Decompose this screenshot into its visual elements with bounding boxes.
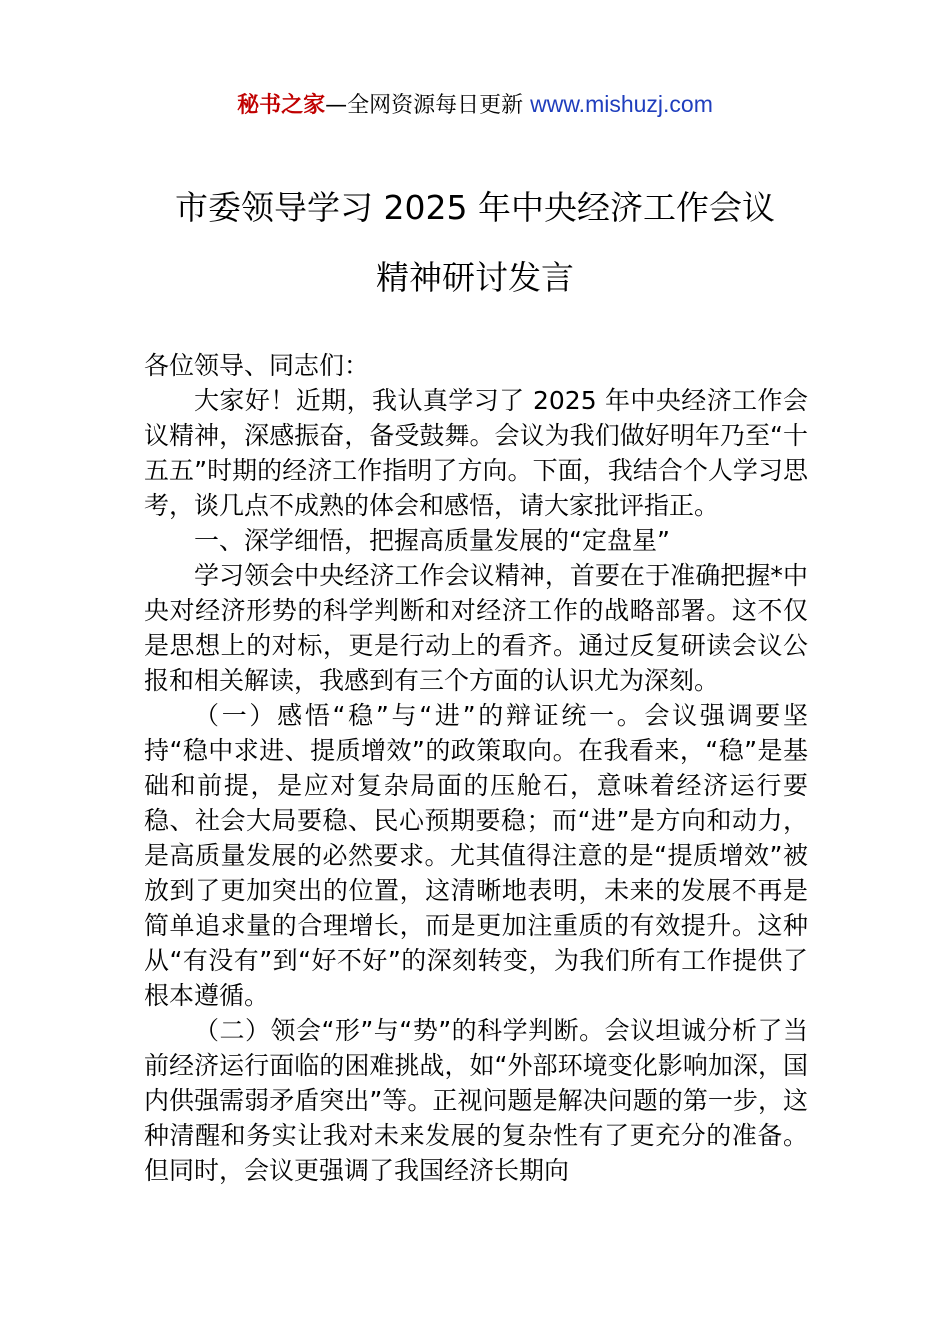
site-slogan: —全网资源每日更新 bbox=[325, 93, 531, 118]
paragraph-intro: 大家好！近期，我认真学习了 2025 年中央经济工作会议精神，深感振奋，备受鼓舞。会议为我们做好明年乃至“十五五”时期的经济工作指明了方向。下面，我结合个人学习思考，谈几点不成熟的体会和感悟，请大家批评指正。 bbox=[144, 386, 808, 520]
paragraph-subpoint-2: （二）领会“形”与“势”的科学判断。会议坦诚分析了当前经济运行面临的困难挑战，如“外部环境变化影响加深，国内供强需弱矛盾突出”等。正视问题是解决问题的第一步，这种清醒和务实让我对未来发展的复杂性有了更充分的准备。但同时，会议更强调了我国经济长期向 bbox=[144, 1016, 808, 1185]
document-title-line-1: 市委领导学习 2025 年中央经济工作会议 bbox=[175, 188, 775, 227]
site-url-link[interactable]: www.mishuzj.com bbox=[530, 91, 713, 117]
site-name: 秘书之家 bbox=[237, 93, 326, 118]
section-heading-1: 一、深学细悟，把握高质量发展的“定盘星” bbox=[194, 526, 670, 555]
greeting: 各位领导、同志们： bbox=[144, 351, 370, 380]
site-header bbox=[0, 88, 950, 122]
document-body bbox=[144, 348, 808, 1188]
paragraph-section-1: 学习领会中央经济工作会议精神，首要在于准确把握*中央对经济形势的科学判断和对经济工作的战略部署。这不仅是思想上的对标，更是行动上的看齐。通过反复研读会议公报和相关解读，我感到有三个方面的认识尤为深刻。 bbox=[144, 561, 808, 695]
document-title-line-2: 精神研讨发言 bbox=[376, 258, 574, 297]
paragraph-subpoint-1: （一）感悟“稳”与“进”的辩证统一。会议强调要坚持“稳中求进、提质增效”的政策取向。在我看来，“稳”是基础和前提，是应对复杂局面的压舱石，意味着经济运行要稳、社会大局要稳、民心预期要稳；而“进”是方向和动力，是高质量发展的必然要求。尤其值得注意的是“提质增效”被放到了更加突出的位置，这清晰地表明，未来的发展不再是简单追求量的合理增长，而是更加注重质的有效提升。这种从“有没有”到“好不好”的深刻转变，为我们所有工作提供了根本遵循。 bbox=[144, 701, 808, 1010]
